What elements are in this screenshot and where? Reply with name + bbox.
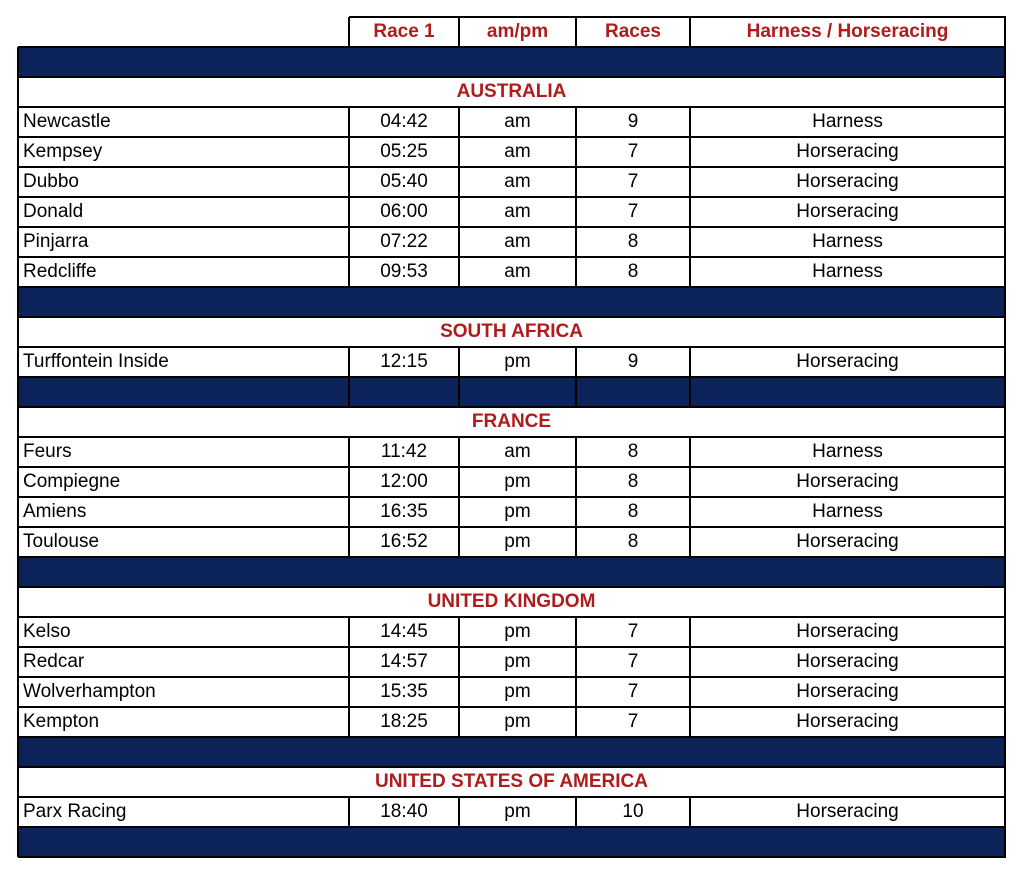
venue-name: Kempton [23, 711, 100, 732]
grid-line [348, 497, 350, 527]
header-races: Races [605, 21, 661, 42]
race-count: 7 [627, 711, 639, 732]
first-race-time: 11:42 [380, 441, 428, 462]
am-pm: am [504, 441, 531, 462]
race-type: Horseracing [796, 621, 899, 642]
race-type: Harness [812, 231, 883, 252]
grid-line [348, 797, 350, 827]
grid-line [689, 707, 691, 737]
grid-line [17, 347, 19, 377]
section-separator [18, 737, 1005, 767]
grid-line [689, 257, 691, 287]
grid-line [689, 497, 691, 527]
venue-name: Kempsey [23, 141, 103, 162]
grid-line [1004, 287, 1006, 317]
venue-name: Kelso [23, 621, 71, 642]
am-pm: pm [504, 531, 531, 552]
grid-line [18, 556, 1006, 558]
grid-line [17, 407, 19, 437]
grid-line [689, 167, 691, 197]
grid-line [17, 137, 19, 167]
am-pm: pm [504, 801, 531, 822]
grid-line [458, 677, 460, 707]
first-race-time: 18:25 [380, 711, 428, 732]
race-type: Harness [812, 501, 883, 522]
grid-line [1004, 557, 1006, 587]
grid-line [17, 467, 19, 497]
grid-line [348, 467, 350, 497]
section-separator [18, 287, 1005, 317]
grid-line [348, 197, 350, 227]
first-race-time: 05:40 [380, 171, 428, 192]
grid-line [458, 497, 460, 527]
venue-name: Amiens [23, 501, 87, 522]
grid-line [18, 736, 1006, 738]
grid-line [348, 677, 350, 707]
race-type: Horseracing [796, 801, 899, 822]
am-pm: pm [504, 681, 531, 702]
header-race1: Race 1 [373, 21, 435, 42]
grid-line [1004, 677, 1006, 707]
venue-name: Feurs [23, 441, 72, 462]
race-type: Horseracing [796, 681, 899, 702]
first-race-time: 16:52 [380, 531, 428, 552]
venue-name: Newcastle [23, 111, 111, 132]
race-count: 8 [627, 231, 639, 252]
grid-line [1004, 377, 1006, 407]
grid-line [17, 437, 19, 467]
grid-line [17, 107, 19, 137]
grid-line [1004, 17, 1006, 47]
grid-line [1004, 47, 1006, 77]
header-ampm: am/pm [486, 21, 549, 42]
grid-line [17, 287, 19, 317]
grid-line [17, 677, 19, 707]
race-type: Horseracing [796, 201, 899, 222]
race-type: Harness [812, 111, 883, 132]
grid-line [1004, 257, 1006, 287]
am-pm: am [504, 261, 531, 282]
grid-line [458, 437, 460, 467]
grid-line [689, 797, 691, 827]
section-title: UNITED KINGDOM [427, 591, 596, 612]
first-race-time: 15:35 [380, 681, 428, 702]
section-title: FRANCE [471, 411, 552, 432]
grid-line [1004, 437, 1006, 467]
grid-line [1004, 587, 1006, 617]
grid-line [348, 617, 350, 647]
grid-line [458, 347, 460, 377]
grid-line [348, 227, 350, 257]
grid-line [348, 647, 350, 677]
grid-line [575, 647, 577, 677]
grid-line [575, 797, 577, 827]
grid-line [575, 437, 577, 467]
grid-line [1004, 647, 1006, 677]
first-race-time: 16:35 [380, 501, 428, 522]
am-pm: pm [504, 351, 531, 372]
venue-name: Dubbo [23, 171, 79, 192]
grid-line [458, 797, 460, 827]
grid-line [18, 376, 1006, 378]
race-type: Horseracing [796, 141, 899, 162]
grid-line [1004, 167, 1006, 197]
grid-line [17, 527, 19, 557]
grid-line [17, 707, 19, 737]
venue-name: Donald [23, 201, 84, 222]
grid-line [575, 707, 577, 737]
grid-line [1004, 737, 1006, 767]
grid-line [689, 467, 691, 497]
grid-line [348, 17, 350, 47]
grid-line [458, 377, 460, 407]
grid-line [689, 377, 691, 407]
grid-line [348, 437, 350, 467]
grid-line [1004, 617, 1006, 647]
grid-line [348, 527, 350, 557]
grid-line [17, 827, 19, 857]
grid-line [689, 437, 691, 467]
grid-line [575, 257, 577, 287]
grid-line [17, 737, 19, 767]
grid-line [689, 107, 691, 137]
venue-name: Toulouse [23, 531, 100, 552]
race-count: 9 [627, 351, 639, 372]
first-race-time: 06:00 [380, 201, 428, 222]
grid-line [17, 647, 19, 677]
grid-line [17, 767, 19, 797]
grid-line [1004, 707, 1006, 737]
race-count: 8 [627, 531, 639, 552]
grid-line [689, 527, 691, 557]
grid-line [17, 587, 19, 617]
grid-line [348, 137, 350, 167]
grid-line [17, 257, 19, 287]
header-type: Harness / Horseracing [746, 21, 949, 42]
grid-line [458, 167, 460, 197]
first-race-time: 04:42 [380, 111, 428, 132]
first-race-time: 12:00 [380, 471, 428, 492]
grid-line [689, 137, 691, 167]
grid-line [575, 197, 577, 227]
race-count: 7 [627, 681, 639, 702]
grid-line [18, 46, 1006, 48]
race-type: Harness [812, 441, 883, 462]
grid-line [1004, 527, 1006, 557]
venue-name: Compiegne [23, 471, 121, 492]
venue-name: Redcar [23, 651, 85, 672]
grid-line [17, 227, 19, 257]
grid-line [458, 197, 460, 227]
grid-line [348, 377, 350, 407]
grid-line [348, 257, 350, 287]
race-count: 7 [627, 651, 639, 672]
grid-line [17, 797, 19, 827]
grid-line [1004, 137, 1006, 167]
grid-line [17, 317, 19, 347]
grid-line [689, 17, 691, 47]
grid-line [17, 497, 19, 527]
grid-line [1004, 827, 1006, 857]
grid-line [575, 527, 577, 557]
grid-line [17, 617, 19, 647]
am-pm: am [504, 111, 531, 132]
grid-line [575, 167, 577, 197]
grid-line [1004, 347, 1006, 377]
am-pm: am [504, 201, 531, 222]
grid-line [458, 527, 460, 557]
grid-line [1004, 497, 1006, 527]
grid-line [575, 617, 577, 647]
grid-line [17, 167, 19, 197]
section-title: SOUTH AFRICA [440, 321, 583, 342]
grid-line [348, 167, 350, 197]
race-count: 7 [627, 201, 639, 222]
venue-name: Redcliffe [23, 261, 97, 282]
race-count: 7 [627, 141, 639, 162]
grid-line [458, 137, 460, 167]
venue-name: Turffontein Inside [23, 351, 169, 372]
race-type: Harness [812, 261, 883, 282]
grid-line [348, 107, 350, 137]
race-type: Horseracing [796, 171, 899, 192]
grid-line [18, 286, 1006, 288]
grid-line [689, 677, 691, 707]
grid-line [575, 227, 577, 257]
grid-line [1004, 107, 1006, 137]
am-pm: pm [504, 471, 531, 492]
grid-line [689, 227, 691, 257]
first-race-time: 05:25 [380, 141, 428, 162]
first-race-time: 14:57 [380, 651, 428, 672]
grid-line [689, 617, 691, 647]
grid-line [17, 197, 19, 227]
venue-name: Pinjarra [23, 231, 89, 252]
race-type: Horseracing [796, 471, 899, 492]
am-pm: am [504, 231, 531, 252]
grid-line [17, 77, 19, 107]
am-pm: am [504, 171, 531, 192]
grid-line [689, 347, 691, 377]
am-pm: pm [504, 651, 531, 672]
race-count: 7 [627, 621, 639, 642]
grid-line [689, 647, 691, 677]
am-pm: pm [504, 621, 531, 642]
grid-line [1004, 197, 1006, 227]
section-separator [18, 827, 1005, 857]
first-race-time: 12:15 [380, 351, 428, 372]
race-type: Horseracing [796, 651, 899, 672]
race-count: 10 [622, 801, 644, 822]
am-pm: pm [504, 501, 531, 522]
grid-line [348, 347, 350, 377]
grid-line [1004, 317, 1006, 347]
grid-line [1004, 467, 1006, 497]
venue-name: Wolverhampton [23, 681, 156, 702]
section-title: AUSTRALIA [456, 81, 567, 102]
grid-line [458, 467, 460, 497]
grid-line [689, 197, 691, 227]
section-separator [18, 377, 1005, 407]
race-type: Horseracing [796, 711, 899, 732]
section-separator [18, 47, 1005, 77]
am-pm: pm [504, 711, 531, 732]
grid-line [458, 707, 460, 737]
grid-line [1004, 767, 1006, 797]
grid-line [575, 107, 577, 137]
grid-line [1004, 77, 1006, 107]
am-pm: am [504, 141, 531, 162]
race-count: 8 [627, 261, 639, 282]
grid-line [575, 137, 577, 167]
section-separator [18, 557, 1005, 587]
grid-line [458, 647, 460, 677]
grid-line [575, 467, 577, 497]
first-race-time: 14:45 [380, 621, 428, 642]
grid-line [575, 497, 577, 527]
grid-line [17, 377, 19, 407]
grid-line [458, 257, 460, 287]
first-race-time: 07:22 [380, 231, 428, 252]
section-title: UNITED STATES OF AMERICA [374, 771, 649, 792]
race-count: 7 [627, 171, 639, 192]
race-count: 8 [627, 441, 639, 462]
grid-line [458, 107, 460, 137]
grid-line [458, 617, 460, 647]
grid-line [1004, 227, 1006, 257]
grid-line [575, 377, 577, 407]
grid-line [575, 677, 577, 707]
grid-line [458, 227, 460, 257]
race-type: Horseracing [796, 351, 899, 372]
grid-line [1004, 797, 1006, 827]
race-count: 8 [627, 501, 639, 522]
race-type: Horseracing [796, 531, 899, 552]
grid-line [18, 856, 1006, 858]
venue-name: Parx Racing [23, 801, 127, 822]
grid-line [575, 17, 577, 47]
grid-line [17, 47, 19, 77]
race-count: 8 [627, 471, 639, 492]
grid-line [348, 707, 350, 737]
grid-line [18, 826, 1006, 828]
first-race-time: 09:53 [380, 261, 428, 282]
grid-line [575, 347, 577, 377]
first-race-time: 18:40 [380, 801, 428, 822]
grid-line [1004, 407, 1006, 437]
grid-line [458, 17, 460, 47]
race-count: 9 [627, 111, 639, 132]
grid-line [17, 557, 19, 587]
